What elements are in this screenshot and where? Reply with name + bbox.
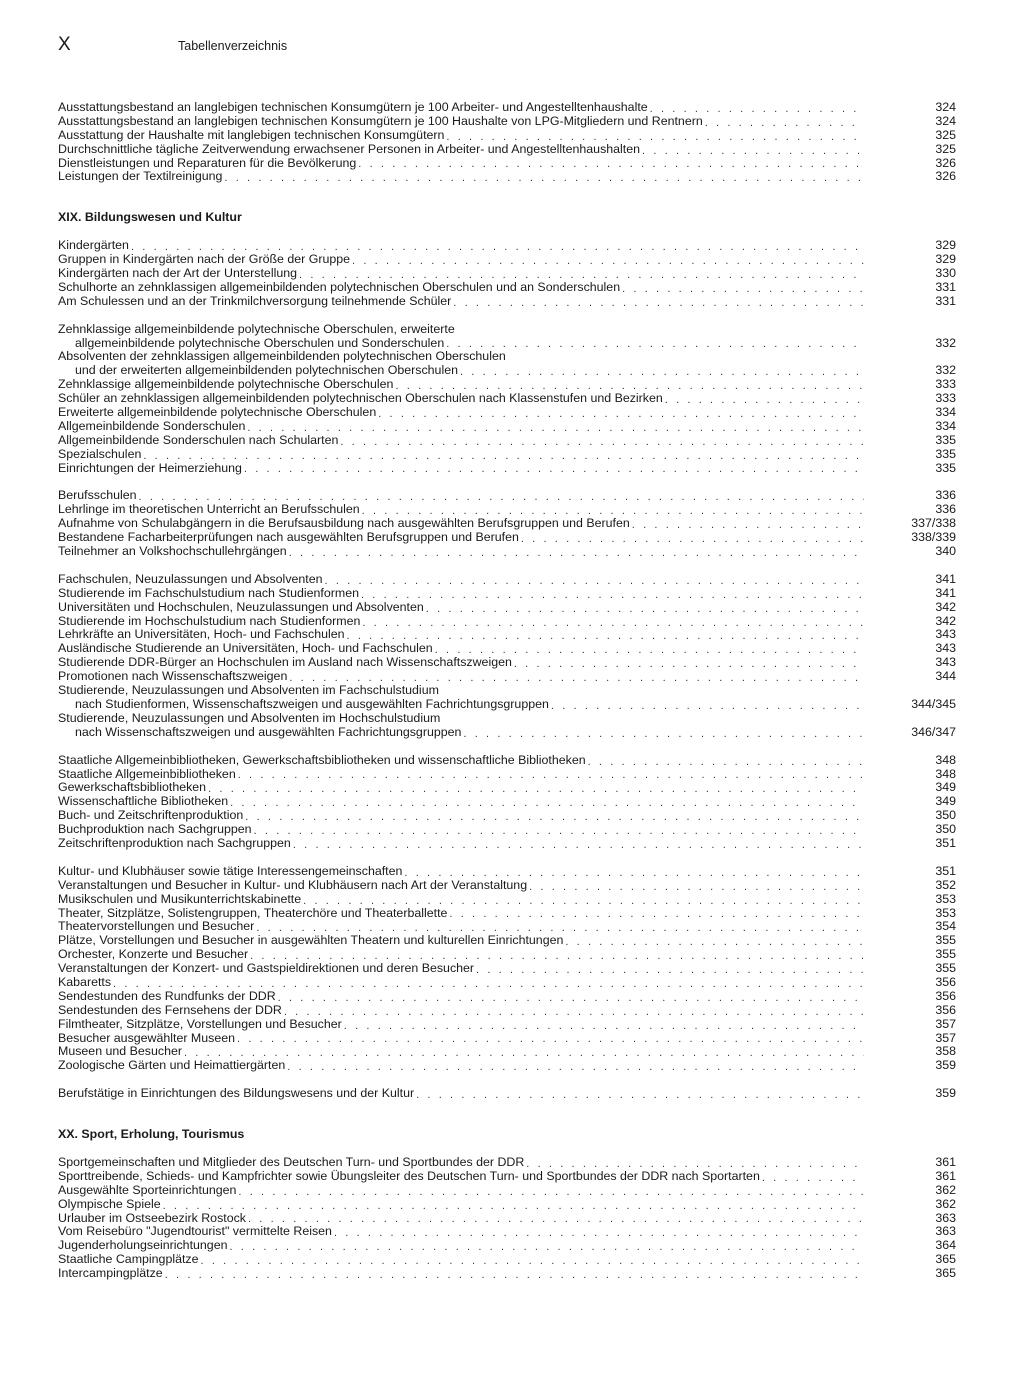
toc-entry-page: 344 xyxy=(935,669,956,684)
toc-entry-title: Schulhorte an zehnklassigen allgemeinbildenden polytechnischen Oberschulen und an Sonderschulen xyxy=(58,279,621,294)
dot-leader xyxy=(551,700,864,712)
toc-entry-title: Staatliche Allgemeinbibliotheken, Gewerkschaftsbibliotheken und wissenschaftliche Bibliotheken xyxy=(58,752,586,767)
toc-entry-page: 334 xyxy=(935,405,956,420)
toc-entry-title: Buch- und Zeitschriftenproduktion xyxy=(58,808,244,823)
toc-entry xyxy=(58,1045,956,1059)
dot-leader xyxy=(446,338,864,350)
toc-entry xyxy=(58,907,956,921)
toc-entry-page: 362 xyxy=(935,1182,956,1197)
toc-entry xyxy=(58,295,956,309)
toc-entry xyxy=(58,1156,956,1170)
dot-leader xyxy=(244,463,864,475)
toc-entry-title: Aufnahme von Schulabgängern in die Berufsausbildung nach ausgewählten Berufsgruppen und Berufen xyxy=(58,516,630,531)
toc-entry-page: 343 xyxy=(935,655,956,670)
toc-entry xyxy=(58,337,956,351)
dot-leader xyxy=(163,1200,864,1212)
toc-entry-page: 338/339 xyxy=(911,530,956,545)
toc-entry xyxy=(58,517,956,531)
toc-entry-page: 340 xyxy=(935,544,956,559)
toc-group xyxy=(58,239,956,308)
toc-entry-title: Vom Reisebüro "Jugendtourist" vermittelte Reisen xyxy=(58,1224,332,1239)
dot-leader xyxy=(521,533,864,545)
toc-entry-page: 361 xyxy=(935,1154,956,1169)
dot-leader xyxy=(247,422,864,434)
toc-entry-title: Bestandene Facharbeiterprüfungen nach ausgewählten Berufsgruppen und Berufen xyxy=(58,530,519,545)
toc-entry-page: 351 xyxy=(935,863,956,878)
toc-entry-title: Staatliche Campingplätze xyxy=(58,1252,199,1267)
toc-entry-title: Schüler an zehnklassigen allgemeinbildenden polytechnischen Oberschulen nach Klassenstufen und Bezirken xyxy=(58,391,663,406)
toc-entry-page: 348 xyxy=(935,766,956,781)
toc-entry xyxy=(58,587,956,601)
toc-entry xyxy=(58,962,956,976)
toc-entry xyxy=(58,239,956,253)
dot-leader xyxy=(463,728,864,740)
toc-entry xyxy=(58,1225,956,1239)
toc-entry-title: Buchproduktion nach Sachgruppen xyxy=(58,822,252,837)
toc-group xyxy=(58,489,956,558)
dot-leader xyxy=(352,255,864,267)
dot-leader xyxy=(642,145,864,157)
toc-entry-title: Museen und Besucher xyxy=(58,1044,182,1059)
toc-entry-title: Studierende DDR-Bürger an Hochschulen im Ausland nach Wissenschaftszweigen xyxy=(58,655,512,670)
toc-entry-title: Jugenderholungseinrichtungen xyxy=(58,1238,228,1253)
toc-entry-page: 350 xyxy=(935,822,956,837)
toc-entry-title: Fachschulen, Neuzulassungen und Absolventen xyxy=(58,571,323,586)
toc-entry xyxy=(58,629,956,643)
toc-entry-page: 335 xyxy=(935,446,956,461)
toc-entry-title: Promotionen nach Wissenschaftszweigen xyxy=(58,669,288,684)
toc-entry-title: Veranstaltungen und Besucher in Kultur- und Klubhäusern nach Art der Veranstaltung xyxy=(58,877,528,892)
dot-leader xyxy=(588,756,864,768)
toc-entry-page: 324 xyxy=(935,113,956,128)
toc-entry xyxy=(58,1018,956,1032)
dot-leader xyxy=(665,394,864,406)
toc-entry-title: Erweiterte allgemeinbildende polytechnische Oberschulen xyxy=(58,405,377,420)
toc-entry-page: 329 xyxy=(935,238,956,253)
toc-entry-page: 353 xyxy=(935,891,956,906)
toc-entry-title: Gewerkschaftsbibliotheken xyxy=(58,780,207,795)
toc-entry xyxy=(58,1059,956,1073)
dot-leader xyxy=(476,964,864,976)
dot-leader xyxy=(208,783,864,795)
toc-entry-page: 349 xyxy=(935,794,956,809)
page-number: X xyxy=(58,34,72,55)
dot-leader xyxy=(358,158,864,170)
dot-leader xyxy=(289,547,864,559)
toc-entry-page: 357 xyxy=(935,1030,956,1045)
toc-entry-title: Einrichtungen der Heimerziehung xyxy=(58,460,242,475)
toc-entry xyxy=(58,795,956,809)
toc-group xyxy=(58,101,956,184)
toc-entry xyxy=(58,281,956,295)
toc-entry xyxy=(58,879,956,893)
toc-entry xyxy=(58,267,956,281)
toc-entry-page: 352 xyxy=(935,877,956,892)
toc-entry xyxy=(58,392,956,406)
toc-entry-page: 359 xyxy=(935,1086,956,1101)
toc-group xyxy=(58,323,956,476)
dot-leader xyxy=(303,895,864,907)
dot-leader xyxy=(565,936,864,948)
dot-leader xyxy=(362,617,864,629)
toc-entry-page: 357 xyxy=(935,1016,956,1031)
toc-entry xyxy=(58,781,956,795)
section-heading: XIX. Bildungswesen und Kultur xyxy=(58,210,242,225)
toc-entry-title: Leistungen der Textilreinigung xyxy=(58,169,223,184)
toc-entry xyxy=(58,448,956,462)
toc-entry-title: Sendestunden des Fernsehens der DDR xyxy=(58,1002,282,1017)
toc-entry xyxy=(58,157,956,171)
toc-entry-page: 363 xyxy=(935,1210,956,1225)
dot-leader xyxy=(238,769,864,781)
toc-entry-page: 354 xyxy=(935,919,956,934)
dot-leader xyxy=(416,1089,864,1101)
toc-entry xyxy=(58,837,956,851)
toc-entry-page: 331 xyxy=(935,293,956,308)
page-title: Tabellenverzeichnis xyxy=(178,39,288,53)
toc-entry-title: nach Wissenschaftszweigen und ausgewählten Fachrichtungsgruppen xyxy=(75,724,462,739)
toc-entry-title: Filmtheater, Sitzplätze, Vorstellungen und Besucher xyxy=(58,1016,342,1031)
dot-leader xyxy=(529,881,864,893)
toc-entry-page: 324 xyxy=(935,99,956,114)
toc-group xyxy=(58,865,956,1073)
toc-entry-page: 356 xyxy=(935,1002,956,1017)
toc-entry-page: 355 xyxy=(935,961,956,976)
toc-entry-title: Staatliche Allgemeinbibliotheken xyxy=(58,766,236,781)
toc-entry xyxy=(58,573,956,587)
toc-entry xyxy=(58,768,956,782)
toc-entry-page: 349 xyxy=(935,780,956,795)
dot-leader xyxy=(143,450,864,462)
toc-entry xyxy=(58,1004,956,1018)
toc-entry-title: Orchester, Konzerte und Besucher xyxy=(58,947,249,962)
toc-entry-title: Allgemeinbildende Sonderschulen xyxy=(58,418,246,433)
toc-entry-page: 333 xyxy=(935,391,956,406)
toc-entry xyxy=(58,1184,956,1198)
toc-entry-title: Ausländische Studierende an Universitäten, Hoch- und Fachschulen xyxy=(58,641,433,656)
dot-leader xyxy=(237,1033,864,1045)
toc-entry-title: Kabaretts xyxy=(58,974,112,989)
toc-entry-page: 350 xyxy=(935,808,956,823)
toc-entry-title: Universitäten und Hochschulen, Neuzulassungen und Absolventen xyxy=(58,599,424,614)
toc-entry xyxy=(58,990,956,1004)
dot-leader xyxy=(184,1047,864,1059)
toc-entry xyxy=(58,170,956,184)
toc-entry-title: Theatervorstellungen und Besucher xyxy=(58,919,255,934)
toc-entry-title: Studierende im Fachschulstudium nach Studienformen xyxy=(58,585,359,600)
dot-leader xyxy=(287,1061,864,1073)
toc-entry-page: 341 xyxy=(935,571,956,586)
toc-entry-page: 361 xyxy=(935,1168,956,1183)
dot-leader xyxy=(460,366,864,378)
toc-entry-page: 334 xyxy=(935,418,956,433)
toc-entry xyxy=(58,726,956,740)
toc-entry xyxy=(58,1170,956,1184)
toc-entry xyxy=(58,865,956,879)
toc-entry-title: Theater, Sitzplätze, Solistengruppen, Theaterchöre und Theaterballette xyxy=(58,905,448,920)
toc-entry-title: Ausstattung der Haushalte mit langlebigen technischen Konsumgütern xyxy=(58,127,445,142)
toc-entry-title: Berufsschulen xyxy=(58,488,137,503)
toc-entry-page: 325 xyxy=(935,141,956,156)
toc-entry xyxy=(58,420,956,434)
toc-entry-page: 341 xyxy=(935,585,956,600)
toc-entry-page: 353 xyxy=(935,905,956,920)
toc-entry xyxy=(58,684,956,698)
toc-entry xyxy=(58,115,956,129)
toc-entry-page: 346/347 xyxy=(911,724,956,739)
toc-entry-page: 365 xyxy=(935,1252,956,1267)
dot-leader xyxy=(426,603,864,615)
toc-entry-title: Sportgemeinschaften und Mitglieder des Deutschen Turn- und Sportbundes der DDR xyxy=(58,1154,525,1169)
toc-entry-title: allgemeinbildende polytechnische Oberschulen und Sonderschulen xyxy=(75,335,445,350)
toc-entry-page: 364 xyxy=(935,1238,956,1253)
toc-entry xyxy=(58,656,956,670)
dot-leader xyxy=(254,825,864,837)
toc-entry xyxy=(58,823,956,837)
toc-entry-title: Berufstätige in Einrichtungen des Bildungswesens und der Kultur xyxy=(58,1086,415,1101)
dot-leader xyxy=(325,575,864,587)
toc-entry-title: Dienstleistungen und Reparaturen für die Bevölkerung xyxy=(58,155,357,170)
toc-entry-title: Durchschnittliche tägliche Zeitverwendung erwachsener Personen in Arbeiter- und Angestelltenhaushalten xyxy=(58,141,641,156)
toc-entry xyxy=(58,253,956,267)
toc-entry-page: 355 xyxy=(935,933,956,948)
toc-entry-title: Am Schulessen und an der Trinkmilchversorgung teilnehmende Schüler xyxy=(58,293,452,308)
toc-entry-title: Besucher ausgewählter Museen xyxy=(58,1030,236,1045)
toc-entry-page: 351 xyxy=(935,835,956,850)
toc-entry xyxy=(58,1239,956,1253)
toc-entry-title: Intercampingplätze xyxy=(58,1266,163,1281)
toc-entry-page: 332 xyxy=(935,335,956,350)
toc-entry xyxy=(58,378,956,392)
dot-leader xyxy=(404,867,864,879)
toc-entry xyxy=(58,712,956,726)
toc-entry-page: 365 xyxy=(935,1266,956,1281)
toc-entry-page: 344/345 xyxy=(911,696,956,711)
toc-entry-page: 342 xyxy=(935,613,956,628)
toc-entry-page: 332 xyxy=(935,363,956,378)
toc-entry-page: 337/338 xyxy=(911,516,956,531)
toc-entry-title: Olympische Spiele xyxy=(58,1196,161,1211)
toc-entry-page: 362 xyxy=(935,1196,956,1211)
toc-group xyxy=(58,1087,956,1101)
dot-leader xyxy=(340,436,864,448)
toc-entry-page: 326 xyxy=(935,155,956,170)
toc-entry-title: Sendestunden des Rundfunks der DDR xyxy=(58,988,276,1003)
toc-entry-title: nach Studienformen, Wissenschaftszweigen und ausgewählten Fachrichtungsgruppen xyxy=(75,696,549,711)
dot-leader xyxy=(762,1172,864,1184)
dot-leader xyxy=(284,1006,864,1018)
toc-entry-title: Lehrlinge im theoretischen Unterricht an Berufsschulen xyxy=(58,502,360,517)
toc-group xyxy=(58,573,956,740)
toc-entry-page: 358 xyxy=(935,1044,956,1059)
toc-entry xyxy=(58,503,956,517)
toc-entry-page: 363 xyxy=(935,1224,956,1239)
dot-leader xyxy=(278,992,864,1004)
toc-entry-page: 355 xyxy=(935,947,956,962)
toc-entry-title: Sporttreibende, Schieds- und Kampfrichter sowie Übungsleiter des Deutschen Turn- und Sportbundes der DDR nach Sportarten xyxy=(58,1168,760,1183)
toc-entry-title: Ausstattungsbestand an langlebigen technischen Konsumgütern je 100 Arbeiter- und Angestelltenhaushalte xyxy=(58,99,648,114)
toc-entry xyxy=(58,934,956,948)
toc-entry-page: 342 xyxy=(935,599,956,614)
toc-entry-title: Ausstattungsbestand an langlebigen technischen Konsumgütern je 100 Haushalte von LPG-Mitgliedern und Rentnern xyxy=(58,113,703,128)
toc-entry xyxy=(58,434,956,448)
toc-entry-page: 331 xyxy=(935,279,956,294)
toc-entry-title: Ausgewählte Sporteinrichtungen xyxy=(58,1182,237,1197)
toc-entry xyxy=(58,670,956,684)
toc-entry-page: 356 xyxy=(935,974,956,989)
toc-entry-title: Urlauber im Ostseebezirk Rostock xyxy=(58,1210,246,1225)
toc-entry xyxy=(58,350,956,364)
dot-leader xyxy=(334,1227,864,1239)
toc-entry-title: Zeitschriftenproduktion nach Sachgruppen xyxy=(58,835,291,850)
toc-entry xyxy=(58,754,956,768)
toc-entry xyxy=(58,920,956,934)
toc-entry-page: 326 xyxy=(935,169,956,184)
toc-entry-title: Zehnklassige allgemeinbildende polytechnische Oberschulen, erweiterte xyxy=(58,321,455,336)
toc-entry-page: 343 xyxy=(935,627,956,642)
toc-entry-title: Kindergärten nach der Art der Unterstellung xyxy=(58,266,298,280)
dot-leader xyxy=(453,297,864,309)
dot-leader xyxy=(238,1186,864,1198)
toc-entry-title: Lehrkräfte an Universitäten, Hoch- und Fachschulen xyxy=(58,627,345,642)
dot-leader xyxy=(632,519,864,531)
toc-entry-title: Veranstaltungen der Konzert- und Gastspieldirektionen und deren Besucher xyxy=(58,961,475,976)
toc-entry xyxy=(58,1267,956,1281)
toc-entry-title: Zehnklassige allgemeinbildende polytechnische Oberschulen xyxy=(58,377,394,392)
dot-leader xyxy=(361,589,864,601)
toc-entry-title: und der erweiterten allgemeinbildenden polytechnischen Oberschulen xyxy=(75,363,458,378)
toc-entry xyxy=(58,1212,956,1226)
toc-entry-title: Absolventen der zehnklassigen allgemeinbildenden polytechnischen Oberschulen xyxy=(58,349,506,364)
toc-entry-page: 336 xyxy=(935,502,956,517)
toc-entry-page: 330 xyxy=(935,266,956,280)
toc-group xyxy=(58,1156,956,1281)
toc-entry-title: Studierende, Neuzulassungen und Absolventen im Hochschulstudium xyxy=(58,710,441,725)
toc-entry-title: Kindergärten xyxy=(58,238,129,253)
toc-entry xyxy=(58,129,956,143)
dot-leader xyxy=(344,1020,864,1032)
dot-leader xyxy=(165,1269,864,1281)
toc-entry xyxy=(58,1198,956,1212)
toc-entry xyxy=(58,323,956,337)
toc-entry-page: 348 xyxy=(935,752,956,767)
toc-entry xyxy=(58,101,956,115)
toc-entry xyxy=(58,1253,956,1267)
dot-leader xyxy=(201,1255,864,1267)
toc-entry xyxy=(58,143,956,157)
toc-entry-title: Spezialschulen xyxy=(58,446,142,461)
dot-leader xyxy=(622,283,864,295)
toc-entry xyxy=(58,615,956,629)
table-of-contents xyxy=(58,101,956,1281)
dot-leader xyxy=(514,658,864,670)
toc-entry-title: Allgemeinbildende Sonderschulen nach Schularten xyxy=(58,432,339,447)
toc-entry-title: Studierende im Hochschulstudium nach Studienformen xyxy=(58,613,361,628)
toc-entry xyxy=(58,948,956,962)
dot-leader xyxy=(224,172,864,184)
dot-leader xyxy=(248,1213,864,1225)
toc-entry-page: 335 xyxy=(935,460,956,475)
toc-entry-page: 336 xyxy=(935,488,956,503)
toc-entry xyxy=(58,531,956,545)
toc-entry-page: 356 xyxy=(935,988,956,1003)
toc-entry-title: Musikschulen und Musikunterrichtskabinette xyxy=(58,891,302,906)
dot-leader xyxy=(705,117,864,129)
toc-entry-title: Wissenschaftliche Bibliotheken xyxy=(58,794,229,809)
toc-entry xyxy=(58,364,956,378)
toc-entry xyxy=(58,976,956,990)
toc-entry-page: 325 xyxy=(935,127,956,142)
toc-entry-title: Studierende, Neuzulassungen und Absolventen im Fachschulstudium xyxy=(58,683,439,698)
toc-entry-page: 343 xyxy=(935,641,956,656)
toc-entry xyxy=(58,698,956,712)
toc-entry-page: 335 xyxy=(935,432,956,447)
toc-entry-title: Plätze, Vorstellungen und Besucher in ausgewählten Theatern und kulturellen Einrichtungen xyxy=(58,933,564,948)
toc-entry-page: 333 xyxy=(935,377,956,392)
section-heading: XX. Sport, Erholung, Tourismus xyxy=(58,1127,245,1142)
toc-entry xyxy=(58,406,956,420)
toc-group xyxy=(58,754,956,851)
dot-leader xyxy=(230,797,864,809)
dot-leader xyxy=(229,1241,864,1253)
toc-entry-title: Gruppen in Kindergärten nach der Größe der Gruppe xyxy=(58,252,351,267)
dot-leader xyxy=(446,131,864,143)
dot-leader xyxy=(293,839,864,851)
toc-entry xyxy=(58,489,956,503)
dot-leader xyxy=(245,811,864,823)
toc-entry xyxy=(58,809,956,823)
toc-entry xyxy=(58,1032,956,1046)
toc-entry xyxy=(58,545,956,559)
toc-entry-title: Teilnehmer an Volkshochschullehrgängen xyxy=(58,544,287,559)
toc-entry xyxy=(58,601,956,615)
toc-entry xyxy=(58,642,956,656)
toc-entry xyxy=(58,893,956,907)
toc-entry xyxy=(58,1087,956,1101)
dot-leader xyxy=(449,908,864,920)
dot-leader xyxy=(378,408,864,420)
toc-entry xyxy=(58,462,956,476)
toc-entry-page: 359 xyxy=(935,1058,956,1073)
toc-entry-title: Zoologische Gärten und Heimattiergärten xyxy=(58,1058,286,1073)
toc-entry-page: 329 xyxy=(935,252,956,267)
toc-entry-title: Kultur- und Klubhäuser sowie tätige Interessengemeinschaften xyxy=(58,863,403,878)
